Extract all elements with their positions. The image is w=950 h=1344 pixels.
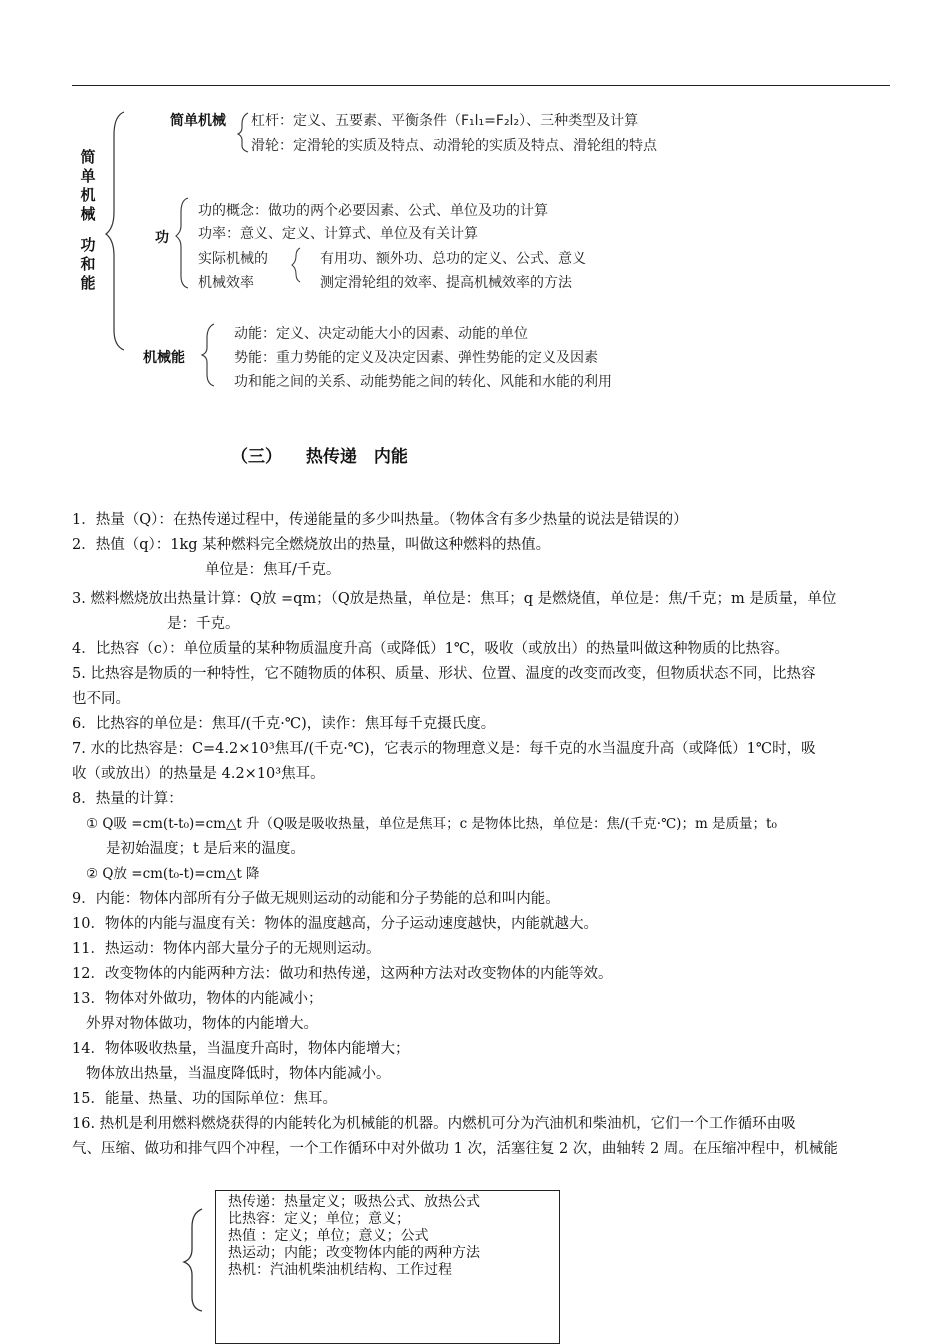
list-item: 9．内能：物体内部所有分子做无规则运动的动能和分子势能的总和叫内能。 (72, 891, 560, 907)
list-item: 8．热量的计算： (72, 791, 183, 807)
power-line: 功率：意义、定义、计算式、单位及有关计算 (198, 226, 478, 242)
summary-box (215, 1190, 560, 1344)
efficiency-line-2: 测定滑轮组的效率、提高机械效率的方法 (320, 275, 572, 291)
list-item: 15．能量、热量、功的国际单位：焦耳。 (72, 1091, 337, 1107)
summary-line: 热值 ：定义；单位；意义；公式 (228, 1228, 429, 1244)
list-item: 12．改变物体的内能两种方法：做功和热传递，这两种方法对改变物体的内能等效。 (72, 966, 613, 982)
list-item: 6．比热容的单位是：焦耳/(千克·℃)，读作：焦耳每千克摄氏度。 (72, 716, 496, 732)
efficiency-line-1: 有用功、额外功、总功的定义、公式、意义 (320, 251, 586, 267)
list-item: 7. 水的比热容是：C=4.2×10³焦耳/(千克·℃)，它表示的物理意义是：每千克的水当温度升高（或降低）1℃时，吸 (72, 741, 816, 757)
pulley-line: 滑轮：定滑轮的实质及特点、动滑轮的实质及特点、滑轮组的特点 (251, 138, 657, 154)
list-item: 物体放出热量，当温度降低时，物体内能减小。 (86, 1066, 391, 1082)
summary-line: 比热容：定义；单位；意义； (228, 1211, 410, 1227)
efficiency-label-1: 实际机械的 (198, 251, 268, 267)
summary-brace (180, 1205, 210, 1315)
summary-line: 热机：汽油机柴油机结构、工作过程 (228, 1262, 452, 1278)
lever-line: 杠杆：定义、五要素、平衡条件（F₁l₁=F₂l₂）、三种类型及计算 (251, 113, 639, 129)
list-item: 11．热运动：物体内部大量分子的无规则运动。 (72, 941, 381, 957)
list-item: 14．物体吸收热量，当温度升高时，物体内能增大； (72, 1041, 410, 1057)
section-number: （三） (231, 447, 282, 467)
work-label: 功 (155, 230, 169, 246)
list-item: 16. 热机是利用燃料燃烧获得的内能转化为机械能的机器。内燃机可分为汽油机和柴油机，它们一个工作循环由吸 (72, 1116, 796, 1132)
list-item: 气、压缩、做功和排气四个冲程，一个工作循环中对外做功 1 次，活塞往复 2 次，曲轴转 2 周。在压缩冲程中，机械能 (72, 1141, 838, 1157)
list-item: 5. 比热容是物质的一种特性，它不随物质的体积、质量、形状、位置、温度的改变而改变，但物质状态不同，比热容 (72, 666, 816, 682)
simple-machines-label: 简单机械 (170, 113, 226, 129)
list-item: 也不同。 (72, 691, 130, 707)
list-item: 13．物体对外做功，物体的内能减小； (72, 991, 323, 1007)
list-item: 4．比热容（c）：单位质量的某种物质温度升高（或降低）1℃，吸收（或放出）的热量叫做这种物质的比热容。 (72, 641, 790, 657)
list-item: ② Q放 =cm(t₀-t)=cm△t 降 (86, 866, 260, 882)
diagram-vertical-title: 简 单 机 械 功 和 能 (80, 148, 96, 292)
work-concept-line: 功的概念：做功的两个必要因素、公式、单位及功的计算 (198, 203, 548, 219)
list-item: 1．热量（Q）：在热传递过程中，传递能量的多少叫热量。（物体含有多少热量的说法是错误的） (72, 512, 688, 528)
list-item: 3. 燃料燃烧放出热量计算：Q放 =qm；（Q放是热量，单位是：焦耳；q 是燃烧值，单位是：焦/千克；m 是质量，单位 (72, 591, 837, 607)
notes-list (72, 508, 890, 1162)
mech-energy-label: 机械能 (143, 350, 185, 366)
efficiency-label-2: 机械效率 (198, 275, 254, 291)
list-item: 10．物体的内能与温度有关：物体的温度越高，分子运动速度越快，内能就越大。 (72, 916, 598, 932)
list-item: ① Q吸 =cm(t-t₀)=cm△t 升（Q吸是吸收热量，单位是焦耳；c 是物体比热，单位是：焦/(千克·℃)；m 是质量；t₀ (86, 816, 777, 832)
kinetic-line: 动能：定义、决定动能大小的因素、动能的单位 (234, 326, 528, 342)
potential-line: 势能：重力势能的定义及决定因素、弹性势能的定义及因素 (234, 350, 598, 366)
relation-line: 功和能之间的关系、动能势能之间的转化、风能和水能的利用 (234, 374, 612, 390)
list-item: 2．热值（q）：1kg 某种燃料完全燃烧放出的热量，叫做这种燃料的热值。 (72, 537, 551, 553)
list-item: 收（或放出）的热量是 4.2×10³焦耳。 (72, 766, 325, 782)
list-item: 是：千克。 (167, 616, 240, 632)
section-title: 热传递 内能 (305, 447, 408, 467)
summary-line: 热运动；内能；改变物体内能的两种方法 (228, 1245, 480, 1261)
list-item: 是初始温度；t 是后来的温度。 (106, 841, 305, 857)
summary-line: 热传递：热量定义；吸热公式、放热公式 (228, 1194, 480, 1210)
section-heading (231, 442, 408, 467)
list-item: 单位是：焦耳/千克。 (205, 562, 341, 578)
list-item: 外界对物体做功，物体的内能增大。 (86, 1016, 318, 1032)
